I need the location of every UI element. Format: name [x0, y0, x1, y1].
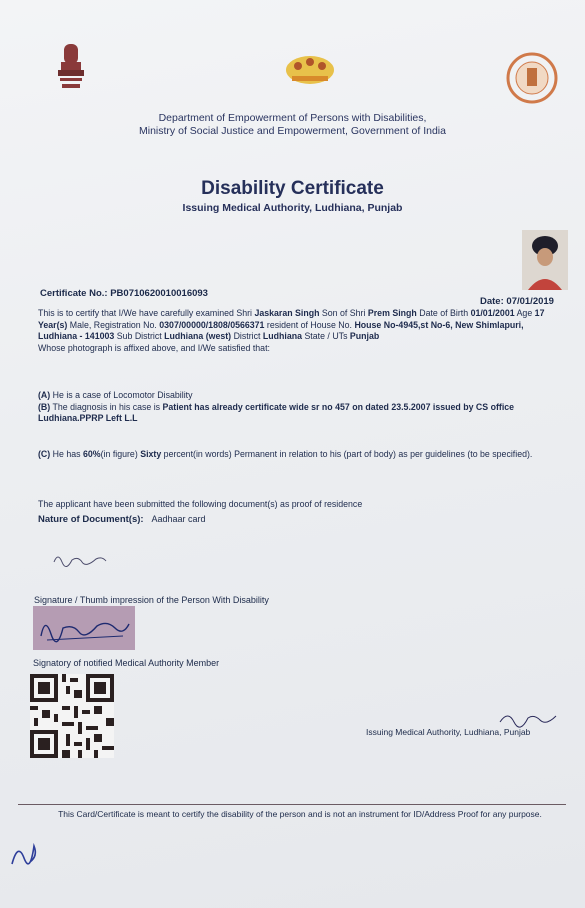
- clause-b: [38, 402, 558, 425]
- text: Son of Shri: [319, 308, 368, 318]
- footer-divider: [18, 804, 566, 805]
- registration-number: 0307/00000/1808/0566371: [159, 319, 265, 330]
- text: Male, Registration No.: [67, 319, 160, 330]
- certification-paragraph: [38, 308, 558, 354]
- department-logo-icon: [282, 46, 338, 92]
- certificate-number-label: Certificate No.:: [40, 288, 108, 299]
- person-photo-icon: [522, 230, 568, 290]
- signatory-signature-box: [33, 606, 135, 650]
- date-row: [480, 296, 554, 307]
- diagnosis: Patient has already certificate wide sr no 457 on dated 23.5.2007 issued by CS office Ludhiana.PPRP Left L.L: [38, 401, 515, 423]
- patient-name: Jaskaran Singh: [254, 308, 320, 318]
- clause-c-label: (C): [38, 449, 51, 459]
- father-name: Prem Singh: [367, 308, 417, 318]
- clause-a-text: He is a case of: [50, 390, 114, 400]
- department-line: Department of Empowerment of Persons with Disabilities,: [158, 112, 427, 124]
- certificate-subtitle: Issuing Medical Authority, Ludhiana, Punjab: [182, 202, 403, 214]
- state: Punjab: [349, 331, 380, 341]
- text: resident of House No.: [264, 319, 355, 330]
- date-label: Date:: [480, 296, 504, 307]
- nature-label: Nature of Document(s):: [38, 514, 144, 525]
- certificate-title: Disability Certificate: [201, 178, 384, 199]
- address: House No-4945,st No-6, New Shimlapuri, Ludhiana - 141003: [38, 319, 524, 341]
- text: District: [231, 331, 263, 341]
- qr-code-icon: [30, 674, 114, 758]
- department-heading: [0, 112, 585, 138]
- clause-a: [38, 390, 558, 402]
- national-emblem-icon: [52, 40, 90, 96]
- text: Sub District: [114, 331, 165, 341]
- photo-affixed-text: Whose photograph is affixed above, and I/We satisfied that:: [38, 342, 270, 353]
- clause-b-text: The diagnosis in his case is: [50, 401, 163, 412]
- issue-date: 07/01/2019: [506, 296, 554, 307]
- government-seal-icon: [506, 52, 558, 104]
- applicant-documents-text: The applicant have been submitted the following document(s) as proof of residence: [38, 499, 363, 509]
- signatory-label: Signatory of notified Medical Authority Member: [33, 658, 220, 668]
- corner-mark-icon: [8, 836, 44, 870]
- ministry-line: Ministry of Social Justice and Empowerment, Government of India: [139, 125, 446, 137]
- age: 17 Year(s): [38, 308, 545, 330]
- text: This is to certify that I/We have carefully examined Shri: [38, 308, 255, 318]
- district: Ludhiana: [262, 331, 302, 341]
- certificate-number: PB0710620010016093: [110, 288, 208, 299]
- clause-c: [38, 449, 558, 461]
- applicant-photo: [522, 230, 568, 290]
- disability-percent-words: Sixty: [140, 449, 162, 459]
- issuing-authority-label: Issuing Medical Authority, Ludhiana, Punjab: [366, 727, 531, 737]
- applicant-signature-icon: [50, 550, 110, 568]
- nature-value: Aadhaar card: [151, 514, 206, 524]
- text: Date of Birth: [416, 308, 471, 318]
- certificate-number-row: [40, 288, 208, 299]
- sub-district: Ludhiana (west): [164, 331, 232, 341]
- text: (in figure): [100, 449, 141, 459]
- disability-percent: 60%: [82, 449, 101, 459]
- clause-a-label: (A): [38, 390, 51, 400]
- thumb-impression-label: Signature / Thumb impression of the Person With Disability: [34, 595, 269, 605]
- text: percent(in words) Permanent in relation to his (part of body) as per guidelines (to be specified).: [161, 449, 533, 459]
- text: State / UTs: [302, 331, 350, 341]
- signature-icon: [33, 606, 135, 650]
- footer-disclaimer: This Card/Certificate is meant to certify the disability of the person and is not an instrument for ID/Address Proof for any purpose.: [58, 809, 542, 819]
- nature-of-document-row: [38, 514, 206, 525]
- clause-b-label: (B): [38, 401, 51, 412]
- disability-type: Locomotor Disability: [113, 390, 193, 400]
- text: He has: [50, 449, 83, 459]
- text: Age: [514, 308, 535, 318]
- date-of-birth: 01/01/2001: [470, 308, 515, 318]
- authority-signature-icon: [498, 708, 558, 728]
- disability-details: [38, 390, 558, 425]
